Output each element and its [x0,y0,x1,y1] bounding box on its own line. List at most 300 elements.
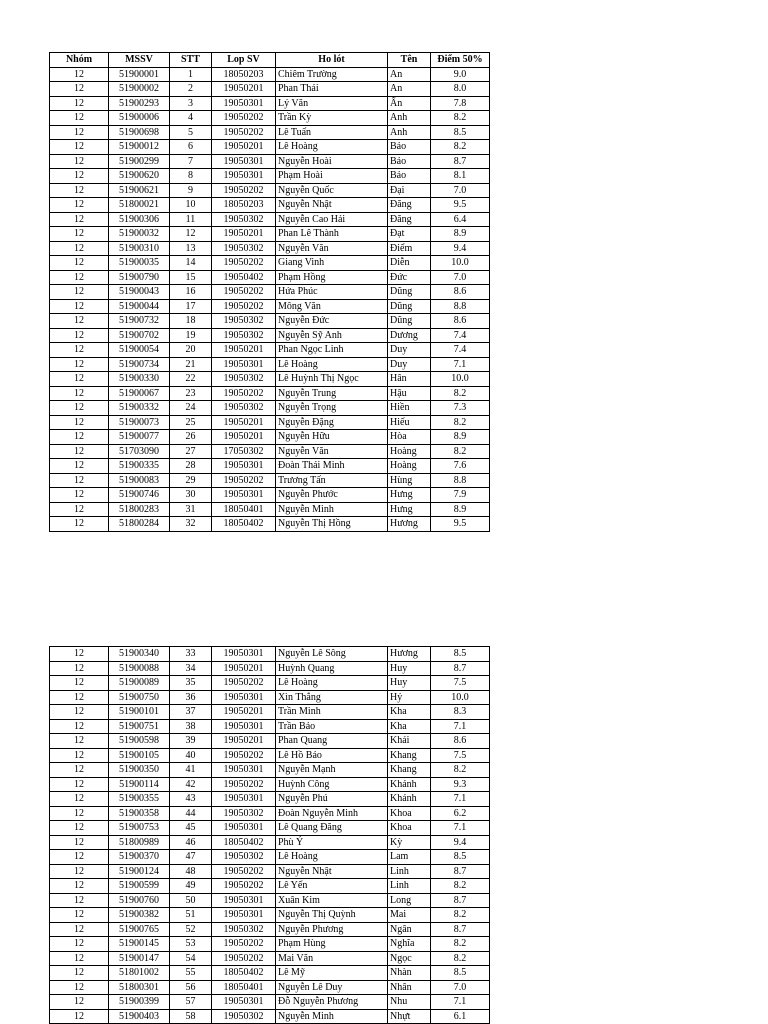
first-name-cell: Nghĩa [388,937,431,952]
index-cell: 16 [170,285,212,300]
first-name-cell: Anh [388,125,431,140]
first-name-cell: An [388,67,431,82]
first-name-cell: Bảo [388,140,431,155]
index-cell: 2 [170,82,212,97]
last-name-cell: Huỳnh Công [276,777,388,792]
last-name-cell: Phạm Hùng [276,937,388,952]
class-cell: 18050401 [212,980,276,995]
table-row [50,502,490,517]
class-cell: 19050301 [212,763,276,778]
group-cell: 12 [50,227,109,242]
student-id-cell: 51900293 [109,96,170,111]
last-name-cell: Lê Hoàng [276,676,388,691]
grade-table-2 [49,646,490,1024]
index-cell: 11 [170,212,212,227]
score-cell: 8.5 [431,647,490,662]
table-row [50,661,490,676]
index-cell: 35 [170,676,212,691]
score-cell: 8.1 [431,169,490,184]
index-cell: 17 [170,299,212,314]
last-name-cell: Xìn Thắng [276,690,388,705]
table-row [50,835,490,850]
first-name-cell: Nhân [388,980,431,995]
index-cell: 46 [170,835,212,850]
last-name-cell: Phan Ngọc Linh [276,343,388,358]
index-cell: 14 [170,256,212,271]
table-row [50,995,490,1010]
table-row [50,879,490,894]
score-cell: 8.2 [431,951,490,966]
group-cell: 12 [50,792,109,807]
last-name-cell: Trần Bảo [276,719,388,734]
student-id-cell: 51900124 [109,864,170,879]
table-row [50,343,490,358]
last-name-cell: Trần Minh [276,705,388,720]
group-cell: 12 [50,125,109,140]
student-id-cell: 51800021 [109,198,170,213]
score-cell: 8.9 [431,227,490,242]
index-cell: 53 [170,937,212,952]
last-name-cell: Lý Văn [276,96,388,111]
table-row [50,459,490,474]
class-cell: 19050202 [212,285,276,300]
last-name-cell: Nguyễn Nhật [276,864,388,879]
class-cell: 19050301 [212,647,276,662]
score-cell: 9.0 [431,67,490,82]
first-name-cell: Khoa [388,806,431,821]
last-name-cell: Lê Hoàng [276,850,388,865]
score-cell: 8.6 [431,314,490,329]
group-cell: 12 [50,705,109,720]
last-name-cell: Nguyễn Văn [276,241,388,256]
table-row [50,517,490,532]
table-row [50,270,490,285]
score-cell: 8.7 [431,154,490,169]
group-cell: 12 [50,1009,109,1024]
table-row [50,488,490,503]
class-cell: 19050202 [212,256,276,271]
group-cell: 12 [50,256,109,271]
index-cell: 6 [170,140,212,155]
score-cell: 7.1 [431,821,490,836]
student-id-cell: 51900012 [109,140,170,155]
index-cell: 26 [170,430,212,445]
first-name-cell: Khang [388,763,431,778]
class-cell: 19050201 [212,661,276,676]
index-cell: 56 [170,980,212,995]
score-cell: 8.0 [431,82,490,97]
group-cell: 12 [50,343,109,358]
student-id-cell: 51900403 [109,1009,170,1024]
student-id-cell: 51900732 [109,314,170,329]
class-cell: 19050402 [212,270,276,285]
first-name-cell: Điểm [388,241,431,256]
first-name-cell: Hiền [388,401,431,416]
index-cell: 33 [170,647,212,662]
last-name-cell: Nguyễn Lê Duy [276,980,388,995]
index-cell: 19 [170,328,212,343]
group-cell: 12 [50,488,109,503]
class-cell: 18050401 [212,502,276,517]
group-cell: 12 [50,473,109,488]
score-cell: 8.3 [431,705,490,720]
score-cell: 7.5 [431,748,490,763]
table-row [50,951,490,966]
score-cell: 8.5 [431,966,490,981]
header-last-name: Ho lót [276,53,388,68]
last-name-cell: Trần Kỳ [276,111,388,126]
header-score: Điểm 50% [431,53,490,68]
first-name-cell: Huy [388,676,431,691]
student-id-cell: 51900753 [109,821,170,836]
class-cell: 19050301 [212,821,276,836]
index-cell: 37 [170,705,212,720]
index-cell: 20 [170,343,212,358]
score-cell: 8.5 [431,125,490,140]
index-cell: 8 [170,169,212,184]
header-first-name: Tên [388,53,431,68]
class-cell: 19050202 [212,748,276,763]
student-id-cell: 51900355 [109,792,170,807]
first-name-cell: Ẩn [388,96,431,111]
table-row [50,67,490,82]
last-name-cell: Nguyễn Trung [276,386,388,401]
student-id-cell: 51900382 [109,908,170,923]
last-name-cell: Phan Quang [276,734,388,749]
group-cell: 12 [50,980,109,995]
score-cell: 8.7 [431,864,490,879]
class-cell: 19050301 [212,690,276,705]
table-row [50,241,490,256]
score-cell: 9.5 [431,517,490,532]
last-name-cell: Mông Văn [276,299,388,314]
class-cell: 19050202 [212,386,276,401]
table-row [50,357,490,372]
group-cell: 12 [50,748,109,763]
score-cell: 8.2 [431,879,490,894]
student-id-cell: 51900620 [109,169,170,184]
score-cell: 6.1 [431,1009,490,1024]
class-cell: 19050202 [212,299,276,314]
index-cell: 21 [170,357,212,372]
score-cell: 8.9 [431,502,490,517]
first-name-cell: Huy [388,661,431,676]
table-row [50,140,490,155]
class-cell: 19050302 [212,212,276,227]
group-cell: 12 [50,502,109,517]
first-name-cell: Nhựt [388,1009,431,1024]
group-cell: 12 [50,676,109,691]
class-cell: 19050202 [212,183,276,198]
index-cell: 4 [170,111,212,126]
student-id-cell: 51900001 [109,67,170,82]
table-body-2 [50,647,490,1024]
student-id-cell: 51800989 [109,835,170,850]
first-name-cell: An [388,82,431,97]
class-cell: 18050203 [212,198,276,213]
student-id-cell: 51800284 [109,517,170,532]
last-name-cell: Nguyễn Sỹ Anh [276,328,388,343]
score-cell: 8.8 [431,473,490,488]
index-cell: 58 [170,1009,212,1024]
class-cell: 19050301 [212,96,276,111]
student-id-cell: 51900032 [109,227,170,242]
table-row [50,806,490,821]
student-id-cell: 51900350 [109,763,170,778]
group-cell: 12 [50,212,109,227]
score-cell: 7.6 [431,459,490,474]
class-cell: 19050301 [212,169,276,184]
class-cell: 19050301 [212,908,276,923]
last-name-cell: Đoàn Thái Minh [276,459,388,474]
student-id-cell: 51900750 [109,690,170,705]
table-row [50,937,490,952]
student-id-cell: 51900105 [109,748,170,763]
first-name-cell: Nhu [388,995,431,1010]
table-row [50,690,490,705]
class-cell: 19050301 [212,792,276,807]
first-name-cell: Dũng [388,285,431,300]
table-row [50,314,490,329]
last-name-cell: Phạm Hoài [276,169,388,184]
last-name-cell: Mai Văn [276,951,388,966]
header-class: Lop SV [212,53,276,68]
first-name-cell: Ngọc [388,951,431,966]
student-id-cell: 51900101 [109,705,170,720]
group-cell: 12 [50,328,109,343]
class-cell: 19050201 [212,415,276,430]
score-cell: 7.1 [431,357,490,372]
class-cell: 19050201 [212,82,276,97]
first-name-cell: Duy [388,343,431,358]
table-row [50,893,490,908]
student-id-cell: 51900340 [109,647,170,662]
class-cell: 19050302 [212,850,276,865]
last-name-cell: Lê Hồ Bảo [276,748,388,763]
table-row [50,922,490,937]
student-id-cell: 51900332 [109,401,170,416]
first-name-cell: Khánh [388,792,431,807]
first-name-cell: Khánh [388,777,431,792]
index-cell: 49 [170,879,212,894]
table-row [50,966,490,981]
table-row [50,763,490,778]
group-cell: 12 [50,169,109,184]
group-cell: 12 [50,517,109,532]
first-name-cell: Bảo [388,169,431,184]
score-cell: 7.1 [431,719,490,734]
table-row [50,183,490,198]
first-name-cell: Diễn [388,256,431,271]
table-row [50,212,490,227]
student-id-cell: 51900044 [109,299,170,314]
score-cell: 8.8 [431,299,490,314]
group-cell: 12 [50,444,109,459]
score-cell: 10.0 [431,372,490,387]
index-cell: 25 [170,415,212,430]
index-cell: 10 [170,198,212,213]
student-id-cell: 51900083 [109,473,170,488]
score-cell: 9.4 [431,241,490,256]
score-cell: 8.2 [431,444,490,459]
index-cell: 45 [170,821,212,836]
student-id-cell: 51900306 [109,212,170,227]
student-id-cell: 51900751 [109,719,170,734]
last-name-cell: Phan Thái [276,82,388,97]
index-cell: 50 [170,893,212,908]
class-cell: 18050402 [212,835,276,850]
score-cell: 9.5 [431,198,490,213]
student-id-cell: 51900330 [109,372,170,387]
table-row [50,444,490,459]
index-cell: 51 [170,908,212,923]
student-id-cell: 51900114 [109,777,170,792]
class-cell: 19050202 [212,111,276,126]
group-cell: 12 [50,864,109,879]
index-cell: 24 [170,401,212,416]
last-name-cell: Phạm Hồng [276,270,388,285]
first-name-cell: Dương [388,328,431,343]
index-cell: 13 [170,241,212,256]
first-name-cell: Long [388,893,431,908]
table-row [50,111,490,126]
index-cell: 39 [170,734,212,749]
first-name-cell: Khoa [388,821,431,836]
last-name-cell: Nguyễn Phương [276,922,388,937]
first-name-cell: Đức [388,270,431,285]
first-name-cell: Hưng [388,502,431,517]
class-cell: 19050201 [212,705,276,720]
score-cell: 7.1 [431,995,490,1010]
table-row [50,777,490,792]
student-id-cell: 51900088 [109,661,170,676]
score-cell: 8.7 [431,922,490,937]
last-name-cell: Nguyễn Thị Quỳnh [276,908,388,923]
class-cell: 18050402 [212,517,276,532]
first-name-cell: Dũng [388,299,431,314]
class-cell: 19050202 [212,676,276,691]
score-cell: 8.5 [431,850,490,865]
score-cell: 7.8 [431,96,490,111]
student-id-cell: 51900147 [109,951,170,966]
group-cell: 12 [50,415,109,430]
score-cell: 10.0 [431,690,490,705]
student-id-cell: 51900310 [109,241,170,256]
first-name-cell: Kha [388,705,431,720]
first-name-cell: Hỷ [388,690,431,705]
student-id-cell: 51800301 [109,980,170,995]
score-cell: 7.5 [431,676,490,691]
first-name-cell: Lam [388,850,431,865]
student-id-cell: 51900760 [109,893,170,908]
class-cell: 19050302 [212,372,276,387]
index-cell: 7 [170,154,212,169]
last-name-cell: Nguyễn Mạnh [276,763,388,778]
first-name-cell: Khang [388,748,431,763]
first-name-cell: Hưng [388,488,431,503]
last-name-cell: Lê Tuấn [276,125,388,140]
table-row [50,1009,490,1024]
table-row [50,908,490,923]
first-name-cell: Kỳ [388,835,431,850]
table-row [50,401,490,416]
class-cell: 19050202 [212,125,276,140]
last-name-cell: Phù Ý [276,835,388,850]
group-cell: 12 [50,777,109,792]
first-name-cell: Hậu [388,386,431,401]
table-row [50,821,490,836]
student-id-cell: 51900335 [109,459,170,474]
class-cell: 19050302 [212,922,276,937]
student-id-cell: 51801002 [109,966,170,981]
last-name-cell: Nguyễn Minh [276,502,388,517]
class-cell: 19050302 [212,241,276,256]
group-cell: 12 [50,372,109,387]
index-cell: 31 [170,502,212,517]
student-id-cell: 51900621 [109,183,170,198]
first-name-cell: Hương [388,517,431,532]
group-cell: 12 [50,850,109,865]
class-cell: 19050301 [212,488,276,503]
index-cell: 5 [170,125,212,140]
group-cell: 12 [50,922,109,937]
table-row [50,386,490,401]
table-row [50,430,490,445]
score-cell: 8.6 [431,734,490,749]
index-cell: 1 [170,67,212,82]
score-cell: 8.7 [431,893,490,908]
student-id-cell: 51900790 [109,270,170,285]
table-row [50,748,490,763]
last-name-cell: Lê Hoàng [276,357,388,372]
first-name-cell: Hùng [388,473,431,488]
group-cell: 12 [50,908,109,923]
student-id-cell: 51900067 [109,386,170,401]
table-row [50,82,490,97]
table-row [50,299,490,314]
index-cell: 30 [170,488,212,503]
student-id-cell: 51900358 [109,806,170,821]
student-id-cell: 51900002 [109,82,170,97]
table-row [50,719,490,734]
group-cell: 12 [50,111,109,126]
first-name-cell: Đạt [388,227,431,242]
class-cell: 18050402 [212,966,276,981]
group-cell: 12 [50,734,109,749]
student-id-cell: 51900054 [109,343,170,358]
score-cell: 8.2 [431,937,490,952]
index-cell: 43 [170,792,212,807]
header-row [50,53,490,68]
last-name-cell: Nguyễn Hữu [276,430,388,445]
first-name-cell: Hương [388,647,431,662]
group-cell: 12 [50,879,109,894]
student-id-cell: 51900006 [109,111,170,126]
group-cell: 12 [50,661,109,676]
index-cell: 57 [170,995,212,1010]
header-student-id: MSSV [109,53,170,68]
last-name-cell: Giang Vinh [276,256,388,271]
grade-table-1 [49,52,490,532]
score-cell: 8.7 [431,661,490,676]
student-id-cell: 51900035 [109,256,170,271]
first-name-cell: Đăng [388,212,431,227]
group-cell: 12 [50,893,109,908]
table-row [50,328,490,343]
group-cell: 12 [50,82,109,97]
index-cell: 34 [170,661,212,676]
last-name-cell: Phan Lê Thành [276,227,388,242]
